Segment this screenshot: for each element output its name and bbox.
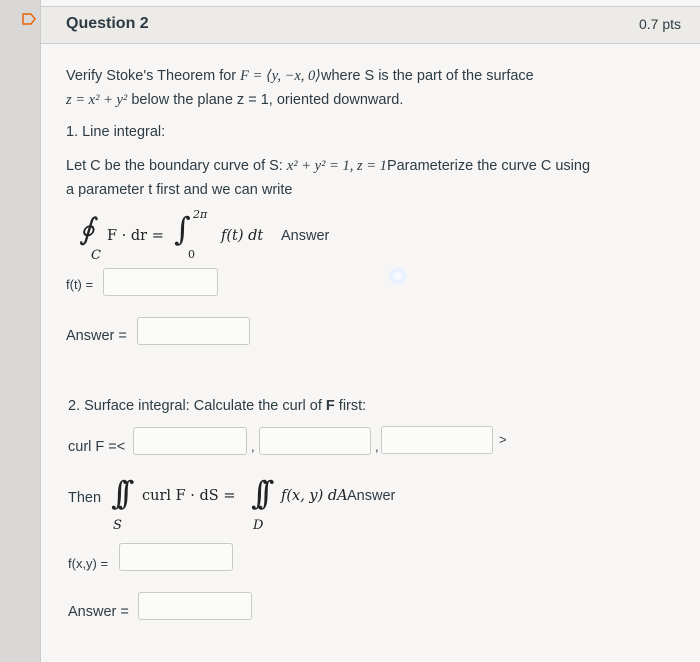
comma-2: , [375, 439, 379, 454]
answer1-label: Answer = [66, 328, 127, 344]
light-glare [388, 266, 408, 286]
part2-heading-a: 2. Surface integral: Calculate the curl of [68, 398, 326, 414]
curl-z-input[interactable] [381, 426, 493, 454]
question-card [40, 0, 700, 662]
part1-text-line-1 [66, 158, 590, 175]
answer2-label: Answer = [68, 604, 129, 620]
vector-field-math: F = ⟨y, −x, 0⟩ [240, 68, 321, 84]
part1-heading: 1. Line integral: [66, 124, 166, 140]
eq1-answer-label: Answer [281, 228, 330, 244]
intro-line-2 [66, 92, 403, 109]
ft-label: f(t) = [66, 277, 94, 292]
part2-heading-bold: F [325, 398, 335, 414]
sub-s: S [113, 518, 122, 533]
part1-text-b: Parameterize the curve C using [386, 158, 591, 174]
answer2-input[interactable] [138, 592, 252, 620]
contour-integral-sign: ∮ [79, 212, 95, 247]
sub-d: D [253, 518, 264, 533]
answer1-input[interactable] [137, 317, 250, 345]
double-integral-sign-2: ∫∫ [251, 474, 265, 512]
curl-x-input[interactable] [133, 427, 247, 455]
question-points: 0.7 pts [638, 16, 681, 32]
eq2-answer-label: Answer [347, 488, 396, 504]
part1-text-line-2: a parameter t first and we can write [66, 182, 293, 198]
intro-text-2: where S is the part of the surface [320, 68, 534, 84]
surface-integrand: curl F · dS = [142, 488, 236, 504]
contour-sub: C [91, 248, 101, 263]
region-integrand: f(x, y) dA [281, 488, 348, 504]
intro-text-3: below the plane z = 1, oriented downward. [131, 92, 404, 108]
part2-heading [68, 398, 366, 414]
intro-text: Verify Stoke's Theorem for [66, 68, 241, 84]
boundary-math: x² + y² = 1, z = 1 [286, 158, 387, 174]
upper-limit: 2π [193, 208, 208, 221]
param-integrand: f(t) dt [221, 228, 264, 244]
question-title: Question 2 [66, 15, 149, 32]
question-header [41, 6, 700, 44]
surface-math: z = x² + y² [66, 92, 128, 108]
part1-text-a: Let C be the boundary curve of S: [66, 158, 287, 174]
fxy-input[interactable] [119, 543, 233, 571]
part2-heading-b: first: [334, 398, 367, 414]
intro-line-1 [66, 68, 534, 85]
fxy-label: f(x,y) = [68, 556, 109, 571]
integral-sign: ∫ [174, 210, 191, 248]
curl-y-input[interactable] [259, 427, 371, 455]
lower-limit: 0 [188, 248, 195, 261]
double-integral-sign: ∫∫ [111, 474, 125, 512]
line-integrand: F · dr = [107, 228, 164, 244]
ft-input[interactable] [103, 268, 218, 296]
curl-close: > [499, 432, 507, 447]
curl-label: curl F =< [68, 439, 126, 455]
comma-1: , [251, 439, 255, 454]
flag-question-icon[interactable] [22, 13, 36, 25]
then-label: Then [68, 490, 102, 506]
